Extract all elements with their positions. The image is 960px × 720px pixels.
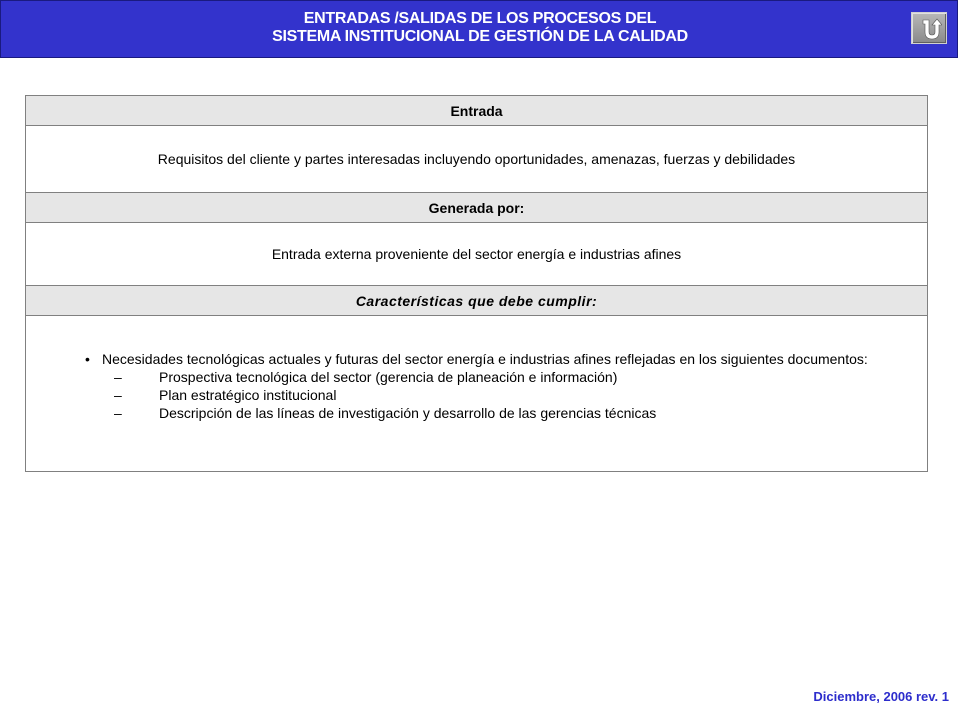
dash-mark: – xyxy=(114,405,122,421)
sub-item-text: Prospectiva tecnológica del sector (gerencia de planeación e información) xyxy=(159,369,618,385)
bullet-mark: • xyxy=(85,351,90,367)
generada-header: Generada por: xyxy=(26,193,928,223)
sub-item-text: Plan estratégico institucional xyxy=(159,387,337,403)
bullet-text: Necesidades tecnológicas actuales y futuras del sector energía e industrias afines reflejadas en los siguientes documentos: xyxy=(102,351,868,367)
sub-item-text: Descripción de las líneas de investigación y desarrollo de las gerencias técnicas xyxy=(159,405,657,421)
entrada-header: Entrada xyxy=(26,96,928,126)
caracteristicas-cell xyxy=(26,316,928,472)
generada-value: Entrada externa proveniente del sector energía e industrias afines xyxy=(26,223,928,286)
title-line-1: ENTRADAS /SALIDAS DE LOS PROCESOS DEL xyxy=(303,10,657,27)
u-turn-back-icon xyxy=(918,17,942,41)
page-title xyxy=(0,10,960,46)
sub-list-item xyxy=(85,404,907,422)
dash-mark: – xyxy=(114,369,122,385)
requirements-list xyxy=(26,316,927,422)
process-table xyxy=(25,95,928,472)
title-line-2: SISTEMA INSTITUCIONAL DE GESTIÓN DE LA CALIDAD xyxy=(272,28,688,45)
footer-date: Diciembre, 2006 rev. 1 xyxy=(813,689,949,704)
list-item xyxy=(85,350,907,368)
sub-list-item xyxy=(85,368,907,386)
entrada-value: Requisitos del cliente y partes interesadas incluyendo oportunidades, amenazas, fuerzas y debilidades xyxy=(26,126,928,193)
caracteristicas-header: Características que debe cumplir: xyxy=(26,286,928,316)
back-button[interactable] xyxy=(911,12,947,44)
sub-list-item xyxy=(85,386,907,404)
dash-mark: – xyxy=(114,387,122,403)
